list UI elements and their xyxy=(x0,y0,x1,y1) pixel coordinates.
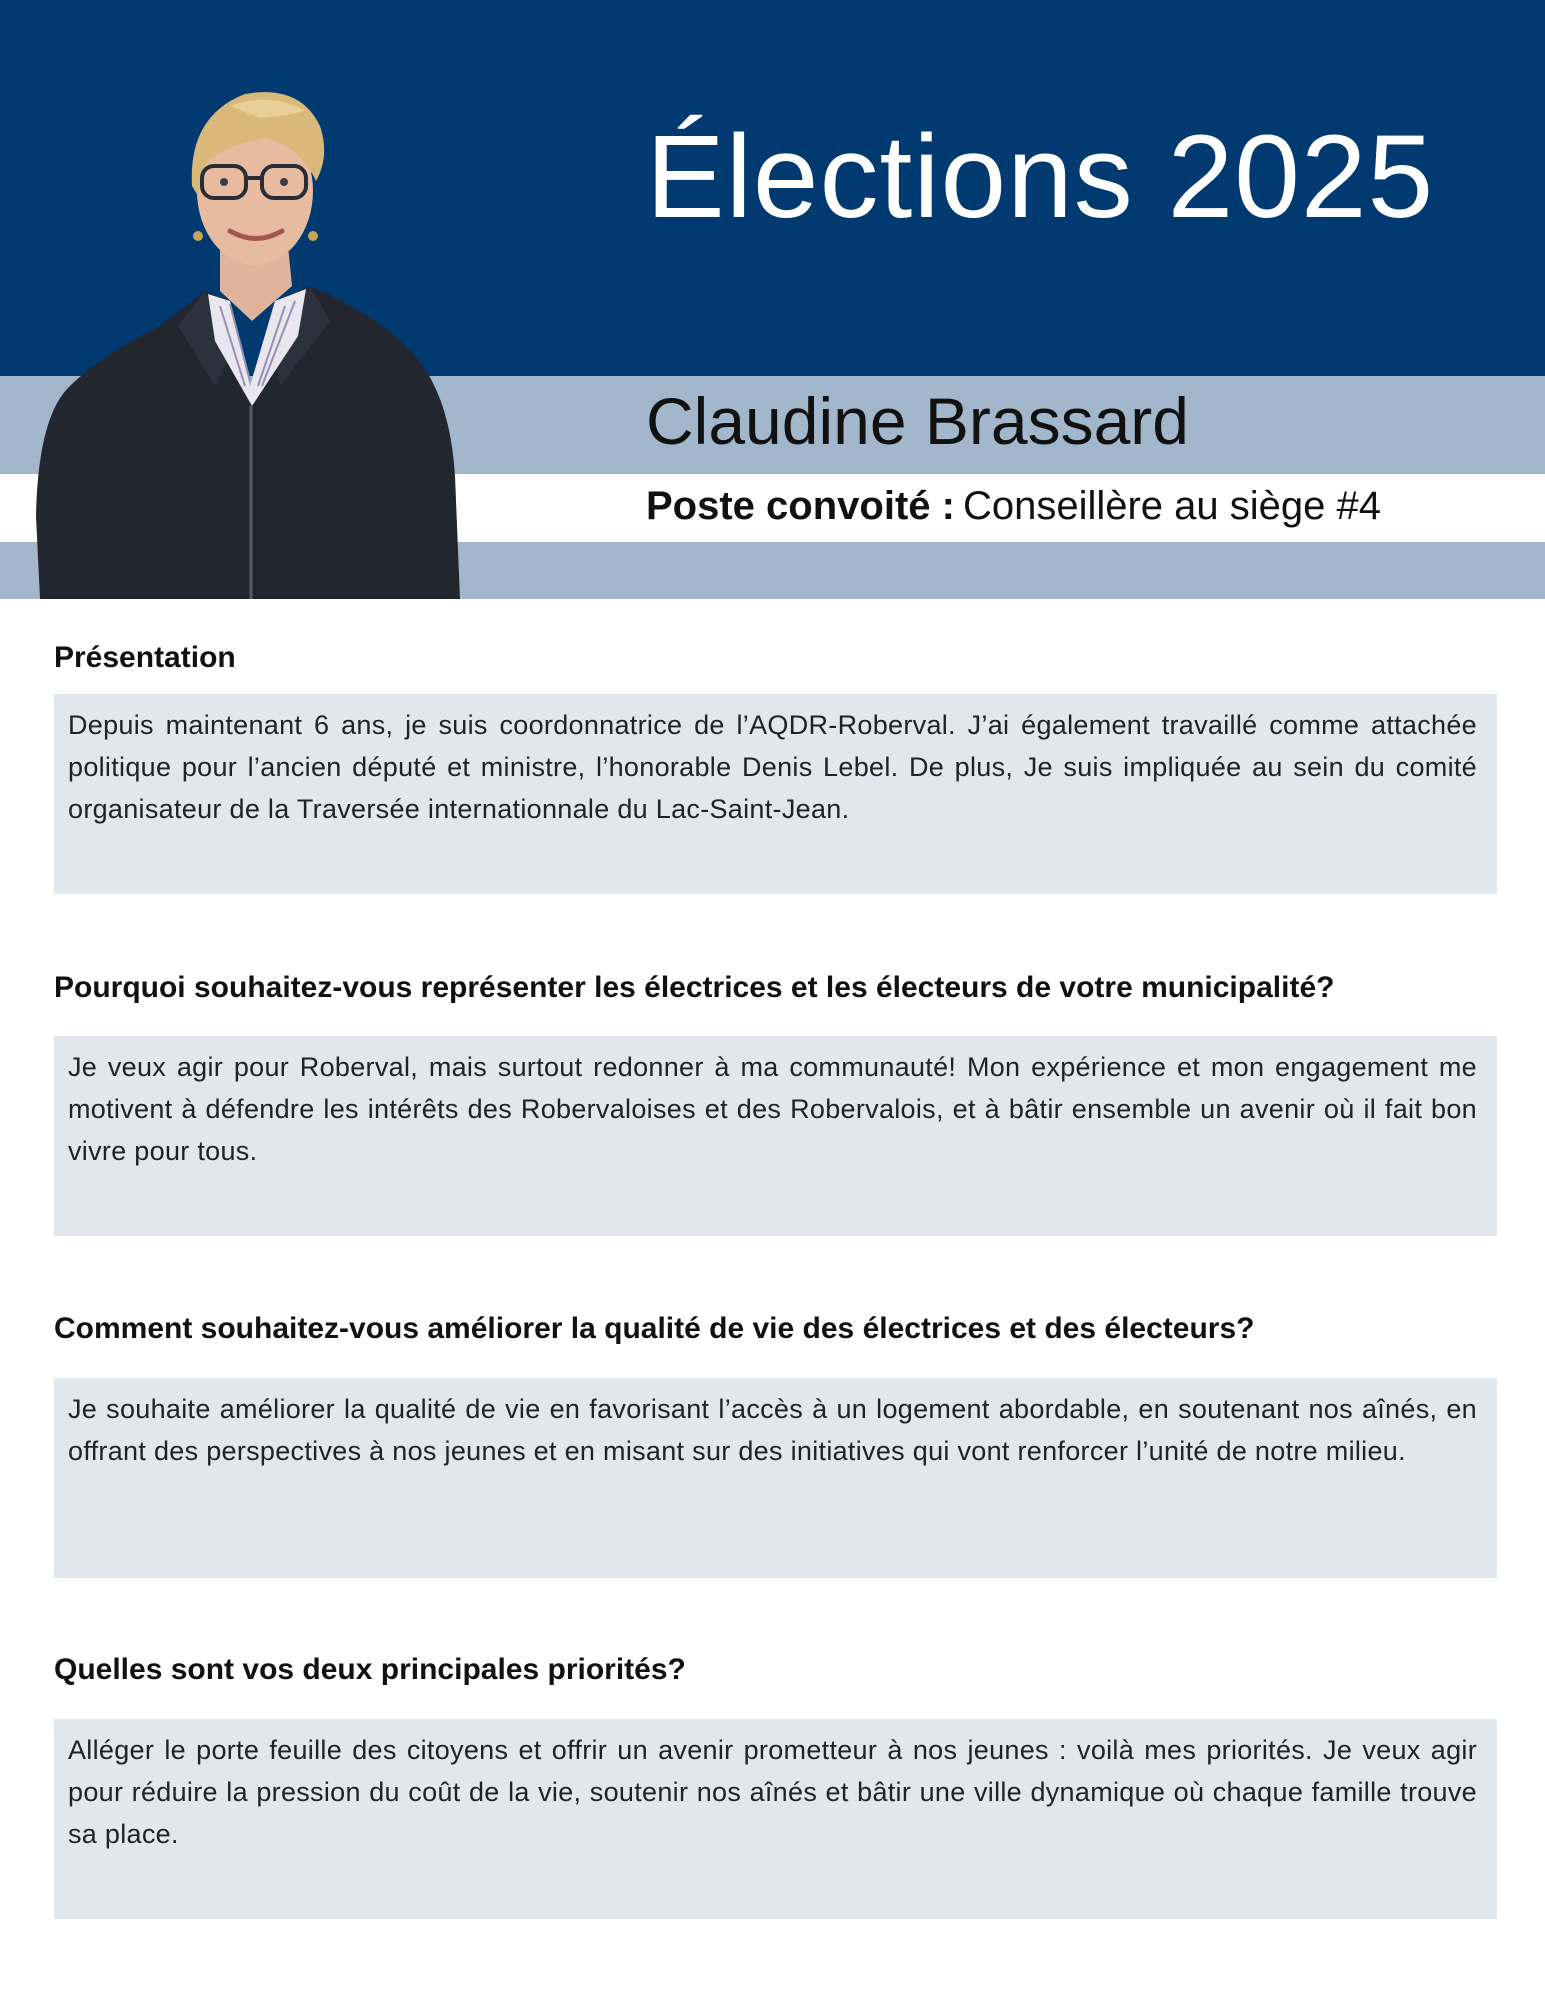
candidate-name: Claudine Brassard xyxy=(646,384,1189,458)
section-box-priorities xyxy=(54,1719,1497,1919)
poste-label: Poste convoité : xyxy=(646,484,955,528)
poste-value: Conseillère au siège #4 xyxy=(962,484,1381,528)
section-title-why: Pourquoi souhaitez-vous représenter les électrices et les électeurs de votre municipalité? xyxy=(54,971,1335,1004)
section-box-quality xyxy=(54,1378,1497,1578)
section-title-priorities: Quelles sont vos deux principales priorités? xyxy=(54,1653,686,1686)
section-title-presentation: Présentation xyxy=(54,641,236,674)
section-box-why xyxy=(54,1036,1497,1236)
section-text-priorities: Alléger le porte feuille des citoyens et offrir un avenir prometteur à nos jeunes : voilà mes priorités. Je veux agir pour réduire la pression du coût de la vie, soutenir nos aînés et bâtir une ville dynamique où chaque famille trouve sa place. xyxy=(68,1735,1477,1849)
section-text-quality: Je souhaite améliorer la qualité de vie en favorisant l’accès à un logement abordable, en soutenant nos aînés, en offrant des perspectives à nos jeunes et en misant sur des initiatives qui vont renforcer l’unité de notre milieu. xyxy=(68,1394,1477,1466)
candidate-photo xyxy=(30,86,470,599)
section-box-presentation xyxy=(54,694,1497,894)
election-title: Élections 2025 xyxy=(646,111,1435,243)
poste-line xyxy=(646,486,1381,526)
section-text-presentation: Depuis maintenant 6 ans, je suis coordonnatrice de l’AQDR-Roberval. J’ai également travaillé comme attachée politique pour l’ancien député et ministre, l’honorable Denis Lebel. De plus, Je suis impliquée au sein du comité organisateur de la Traversée internationnale du Lac-Saint-Jean. xyxy=(68,710,1477,824)
section-text-why: Je veux agir pour Roberval, mais surtout redonner à ma communauté! Mon expérience et mon engagement me motivent à défendre les intérêts des Robervaloises et des Robervalois, et à bâtir ensemble un avenir où il fait bon vivre pour tous. xyxy=(68,1052,1477,1166)
section-title-quality: Comment souhaitez-vous améliorer la qualité de vie des électrices et des électeurs? xyxy=(54,1312,1255,1345)
